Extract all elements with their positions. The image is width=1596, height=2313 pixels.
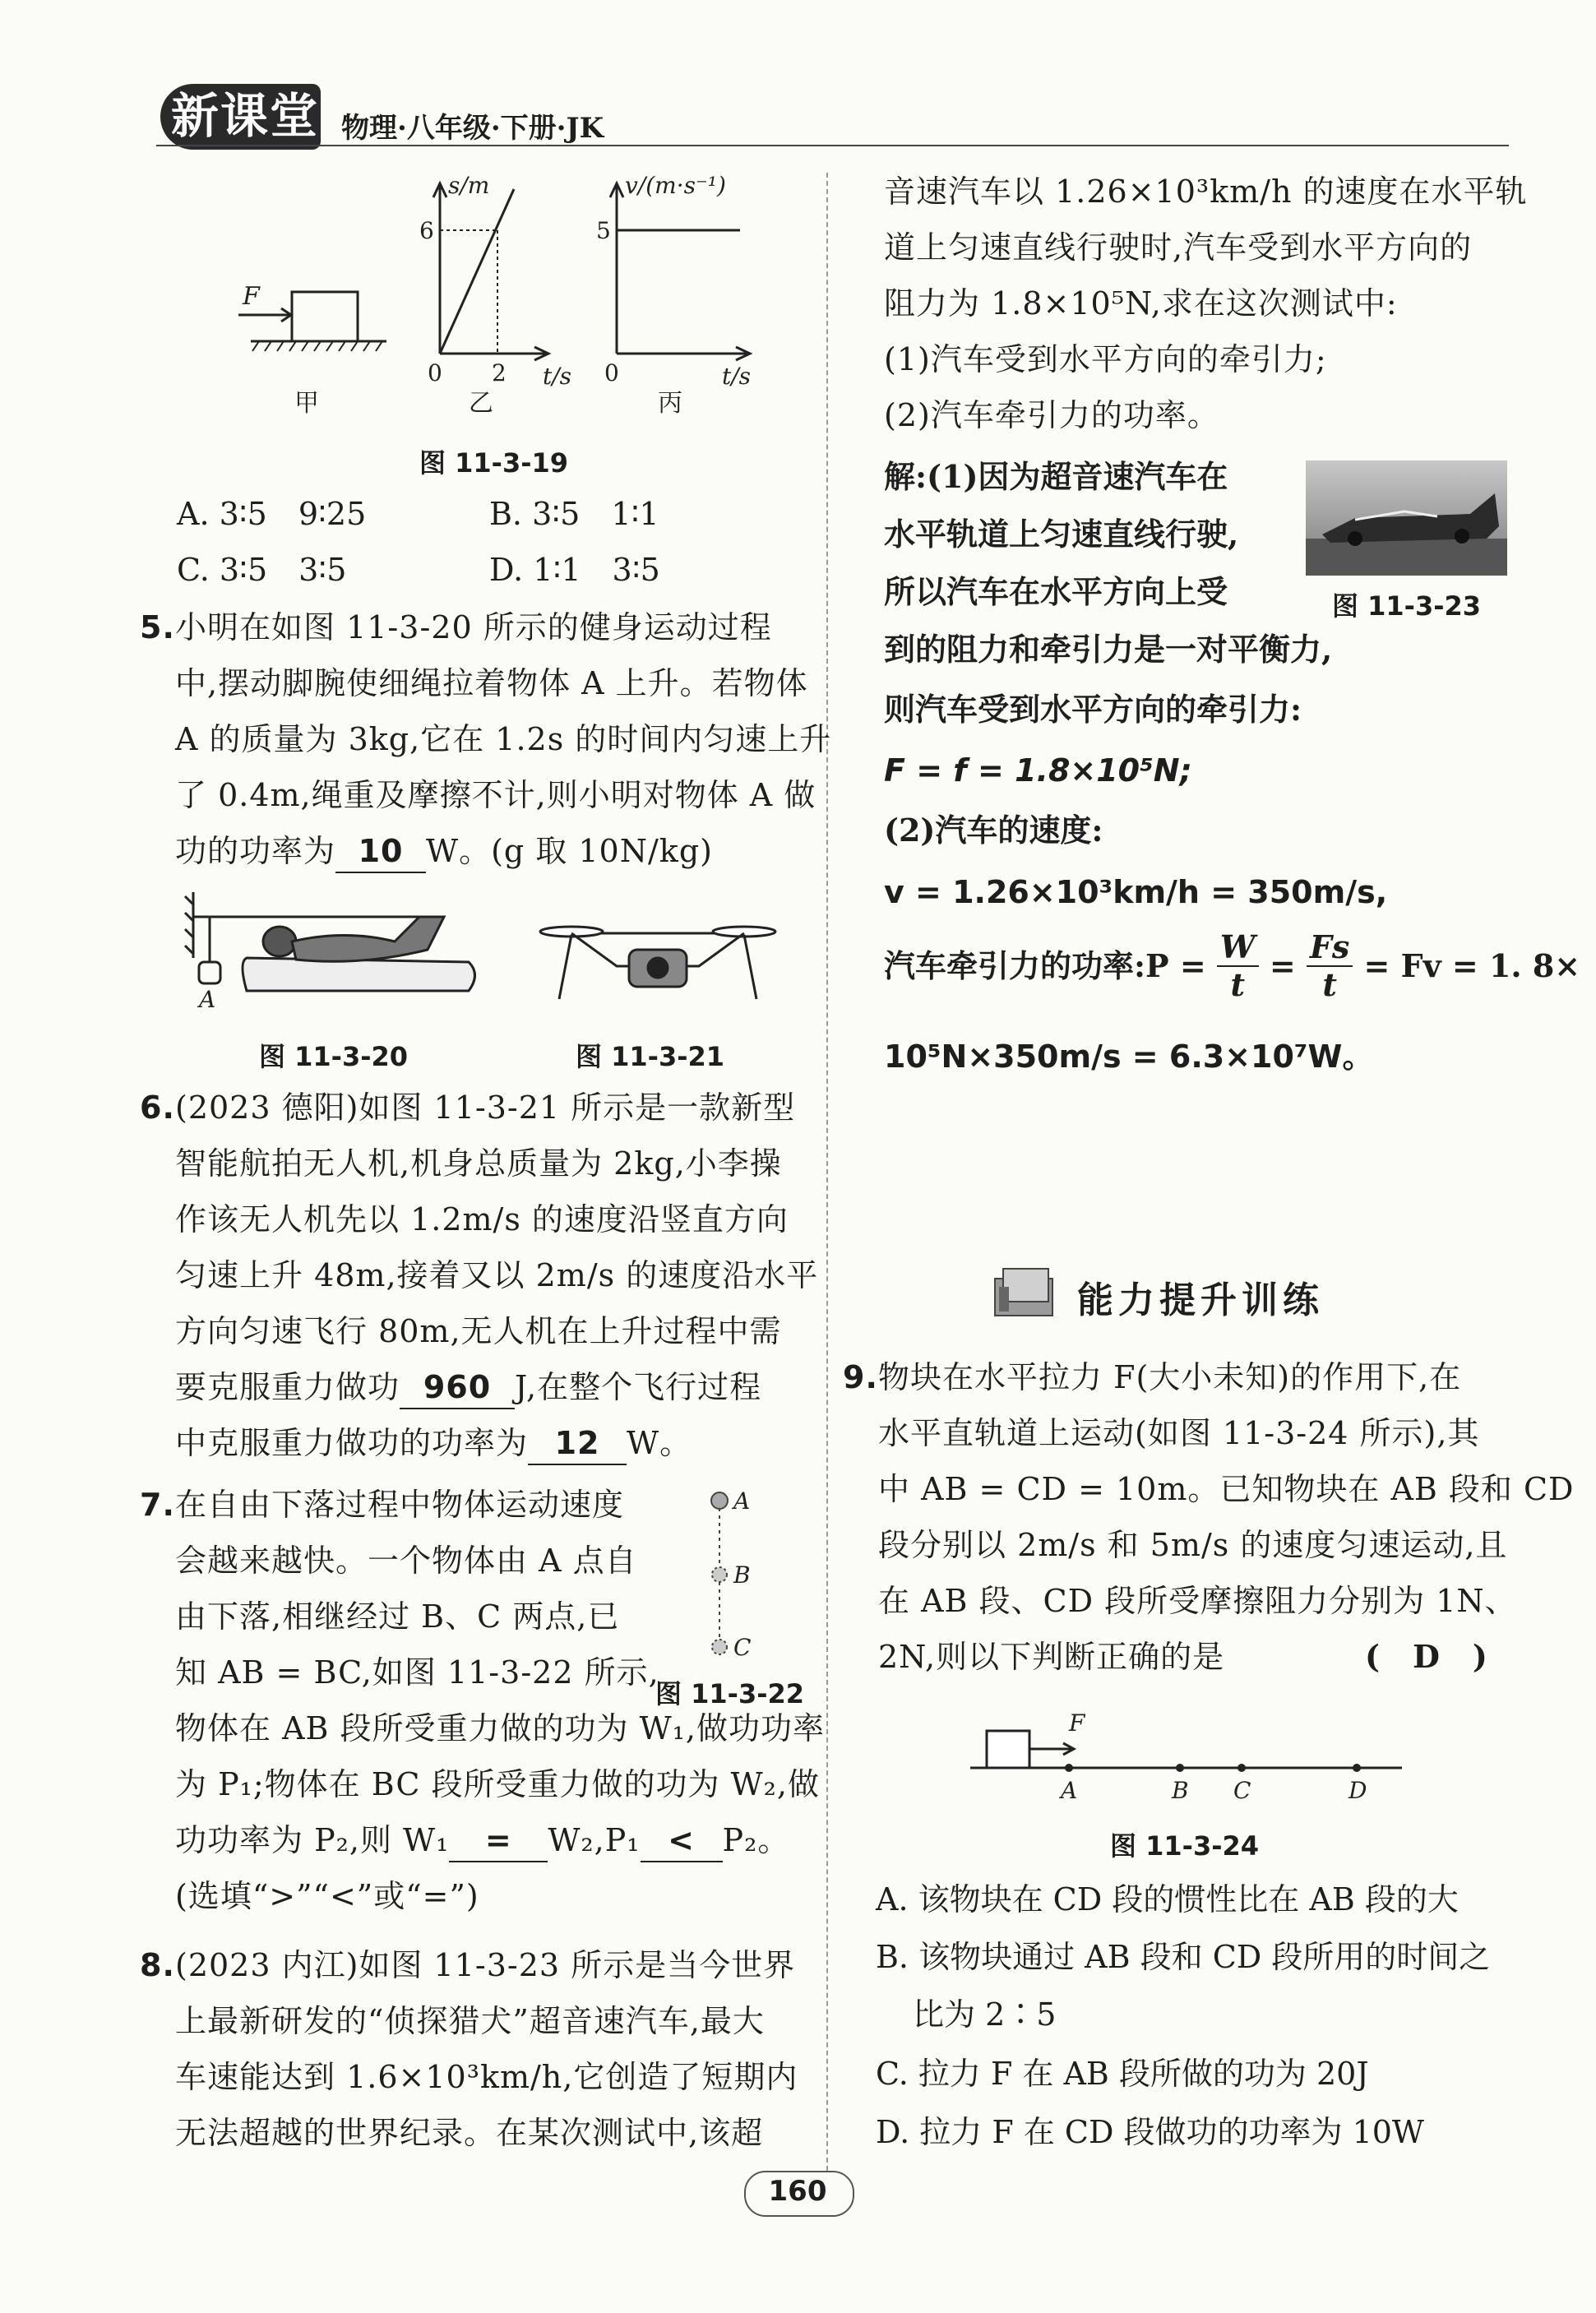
section-title: 能力提升训练 [1077, 1279, 1324, 1321]
q8-solution-2: 水平轨道上匀速直线行驶, [884, 516, 1239, 553]
q5-line-5-pre: 功的功率为 [175, 833, 336, 869]
q6-line-6-post: J,在整个飞行过程 [515, 1369, 762, 1405]
graph-b-x-label: t/s [543, 363, 572, 390]
graph-c-y-tick: 5 [596, 217, 611, 244]
q5-number: 5. [140, 609, 175, 645]
figure-11-3-20-illustration [181, 884, 493, 1015]
q6-line-3: 作该无人机先以 1.2m/s 的速度沿竖直方向 [175, 1201, 789, 1237]
q8-line-2: 上最新研发的“侦探猎犬”超音速汽车,最大 [175, 2003, 765, 2039]
book-icon [991, 1262, 1061, 1320]
q6-line-5: 方向匀速飞行 80m,无人机在上升过程中需 [175, 1313, 782, 1349]
graph-c-origin: 0 [604, 359, 619, 386]
fig24-label-d: D [1349, 1777, 1367, 1804]
q7-answer-2-blank: < [641, 1820, 723, 1862]
q7-number: 7. [140, 1487, 175, 1523]
figure-caption-19: 图 11-3-19 [419, 447, 569, 479]
point-c [712, 1640, 727, 1654]
q5-line-2: 中,摆动脚腕使细绳拉着物体 A 上升。若物体 [175, 665, 808, 701]
force-label: F [243, 282, 260, 311]
q7-line-7-mid: W₂,P₁ [548, 1822, 641, 1858]
q6-answer-1-blank: 960 [400, 1367, 515, 1409]
q4-option-c: C. 3∶5 3∶5 [177, 552, 347, 588]
q7-line-3: 由下落,相继经过 B、C 两点,已 [175, 1598, 620, 1635]
figure-11-3-23-car-photo [1306, 460, 1507, 576]
graph-c-y-label: v/(m·s⁻¹) [625, 172, 726, 199]
graph-b-x-tick: 2 [492, 359, 507, 386]
fig24-force-label: F [1069, 1709, 1085, 1737]
q4-option-d: D. 1∶1 3∶5 [489, 552, 660, 588]
figure-caption-20: 图 11-3-20 [259, 1041, 409, 1072]
point-d [1353, 1764, 1361, 1772]
q5-line-1: 小明在如图 11-3-20 所示的健身运动过程 [175, 609, 772, 645]
graph-v-t [610, 183, 750, 360]
q7-line-7 [175, 1820, 789, 1862]
sub-label-c: 丙 [658, 389, 682, 418]
q8-fraction-2 [1307, 929, 1353, 1003]
fig24-label-b: B [1172, 1777, 1189, 1804]
logo-text: 新课堂 [171, 88, 320, 144]
q7-line-5: 物体在 AB 段所受重力做的功为 W₁,做功功率 [175, 1710, 825, 1746]
q8-solution-7: (2)汽车的速度: [884, 812, 1103, 849]
point-c [1237, 1764, 1246, 1772]
figure-caption-21: 图 11-3-21 [576, 1041, 725, 1072]
q8-number: 8. [140, 1947, 175, 1983]
header-subtitle: 物理·八年级·下册·JK [341, 112, 604, 145]
graph-b-y-label: s/m [448, 172, 490, 199]
weight-a [199, 962, 220, 983]
figure-11-3-22 [699, 1484, 781, 1673]
q7-line-7-post: P₂。 [722, 1822, 790, 1858]
q7-answer-1-blank: = [449, 1820, 548, 1862]
q9-number: 9. [843, 1359, 878, 1395]
sub-label-b: 乙 [469, 389, 493, 418]
fig24-label-a: A [1061, 1777, 1078, 1804]
q7-line-6: 为 P₁;物体在 BC 段所受重力做的功为 W₂,做 [175, 1766, 820, 1802]
q8-frac2-den: t [1322, 966, 1337, 1003]
q8-power-formula [884, 929, 1580, 1011]
q9-option-b: B. 该物块通过 AB 段和 CD 段所用的时间之 [876, 1939, 1491, 1975]
q6-line-6 [175, 1367, 761, 1409]
q9-option-a: A. 该物块在 CD 段的惯性比在 AB 段的大 [876, 1881, 1459, 1917]
q6-line-4: 匀速上升 48m,接着又以 2m/s 的速度沿水平 [175, 1257, 819, 1293]
q8-line-3: 车速能达到 1.6×10³km/h,它创造了短期内 [175, 2059, 798, 2095]
fig22-label-a: A [733, 1487, 751, 1515]
q6-line-1: (2023 德阳)如图 11-3-21 所示是一款新型 [175, 1089, 796, 1126]
graph-c-x-label: t/s [722, 363, 752, 390]
figure-11-3-21-drone [539, 917, 777, 1015]
graph-b-y-tick: 6 [419, 217, 434, 244]
q8-solution-8: v = 1.26×10³km/h = 350m/s, [884, 874, 1388, 910]
q8-right-line-5: (2)汽车牵引力的功率。 [884, 397, 1219, 433]
q7-line-4: 知 AB = BC,如图 11-3-22 所示, [175, 1654, 659, 1691]
q9-option-b-cont: 比为 2∶5 [913, 1996, 1057, 2033]
q4-option-b: B. 3∶5 1∶1 [489, 496, 659, 532]
figure-caption-24: 图 11-3-24 [1110, 1830, 1260, 1862]
q5-answer-blank: 10 [335, 830, 426, 873]
fig22-label-c: C [733, 1634, 752, 1661]
q8-solution-1: 解:(1)因为超音速汽车在 [884, 458, 1228, 495]
q6-answer-2-blank: 12 [528, 1422, 627, 1465]
point-a [1065, 1764, 1073, 1772]
q9-line-5: 在 AB 段、CD 段所受摩擦阻力分别为 1N、 [878, 1583, 1517, 1619]
sub-label-a: 甲 [294, 389, 319, 418]
figure-caption-22: 图 11-3-22 [655, 1678, 805, 1709]
block-on-ground [238, 292, 386, 351]
q5-line-5 [175, 830, 713, 873]
q9-line-4: 段分别以 2m/s 和 5m/s 的速度匀速运动,且 [878, 1527, 1508, 1563]
figure-11-3-24 [970, 1706, 1414, 1805]
q9-option-c: C. 拉力 F 在 AB 段所做的功为 20J [876, 2056, 1369, 2092]
q8-solution-4: 到的阻力和牵引力是一对平衡力, [884, 631, 1333, 668]
q6-line-2: 智能航拍无人机,机身总质量为 2kg,小李操 [175, 1145, 782, 1182]
graph-s-t [433, 183, 548, 360]
q8-right-line-3: 阻力为 1.8×10⁵N,求在这次测试中: [884, 285, 1398, 322]
q6-line-6-pre: 要克服重力做功 [175, 1369, 400, 1405]
point-a [711, 1492, 728, 1509]
q8-power-pre: 汽车牵引力的功率:P = [884, 947, 1206, 984]
point-b [712, 1567, 727, 1582]
q4-option-a: A. 3∶5 9∶25 [177, 496, 367, 532]
q9-line-1: 物块在水平拉力 F(大小未知)的作用下,在 [878, 1359, 1462, 1395]
q6-line-7-pre: 中克服重力做功的功率为 [175, 1425, 529, 1461]
q8-fraction-1 [1217, 929, 1259, 1003]
block [987, 1731, 1029, 1768]
fig24-label-c: C [1233, 1777, 1251, 1804]
q6-number: 6. [140, 1089, 175, 1126]
s-t-line [440, 189, 514, 354]
q9-answer: ( D ) [1365, 1638, 1488, 1675]
q7-line-1: 在自由下落过程中物体运动速度 [175, 1487, 625, 1523]
q8-right-line-1: 音速汽车以 1.26×10³km/h 的速度在水平轨 [884, 173, 1528, 210]
q5-line-5-post: W。(g 取 10N/kg) [426, 833, 713, 869]
q8-power-post: = Fv = 1. 8× [1363, 947, 1581, 984]
q8-solution-6: F = f = 1.8×10⁵N; [884, 752, 1192, 789]
figure-caption-23: 图 11-3-23 [1332, 590, 1482, 622]
column-divider [826, 173, 828, 2171]
q8-right-line-4: (1)汽车受到水平方向的牵引力; [884, 341, 1327, 377]
q7-line-7-pre: 功功率为 P₂,则 W₁ [175, 1822, 450, 1858]
page-number: 160 [768, 2175, 827, 2208]
block [292, 292, 358, 341]
header-rule [156, 145, 1509, 146]
q8-line-4: 无法超越的世界纪录。在某次测试中,该超 [175, 2115, 764, 2151]
fig22-label-b: B [733, 1561, 751, 1589]
q6-line-7-post: W。 [627, 1425, 692, 1461]
q6-line-7 [175, 1422, 692, 1465]
q9-line-2: 水平直轨道上运动(如图 11-3-24 所示),其 [878, 1415, 1480, 1451]
person-body [292, 917, 444, 961]
q8-frac2-num: Fs [1307, 929, 1353, 967]
q7-line-2: 会越来越快。一个物体由 A 点自 [175, 1543, 637, 1579]
mat [243, 958, 475, 991]
q8-frac1-num: W [1217, 929, 1259, 967]
fig20-label-a: A [199, 986, 216, 1013]
q8-right-line-2: 道上匀速直线行驶时,汽车受到水平方向的 [884, 229, 1473, 266]
q8-line-1: (2023 内江)如图 11-3-23 所示是当今世界 [175, 1947, 796, 1983]
q7-line-8: (选填“>”“<”或“=”) [175, 1878, 479, 1914]
q5-line-4: 了 0.4m,绳重及摩擦不计,则小明对物体 A 做 [175, 777, 817, 813]
q9-line-6: 2N,则以下判断正确的是 [878, 1639, 1225, 1675]
q9-line-3: 中 AB = CD = 10m。已知物块在 AB 段和 CD [878, 1471, 1575, 1507]
graph-b-origin: 0 [428, 359, 442, 386]
q8-frac-eq: = [1269, 947, 1296, 984]
q9-option-d: D. 拉力 F 在 CD 段做功的功率为 10W [876, 2114, 1424, 2150]
q8-power-line-2: 10⁵N×350m/s = 6.3×10⁷W。 [884, 1039, 1374, 1075]
q8-solution-5: 则汽车受到水平方向的牵引力: [884, 691, 1302, 728]
q5-line-3: A 的质量为 3kg,它在 1.2s 的时间内匀速上升 [175, 721, 832, 757]
q8-solution-3: 所以汽车在水平方向上受 [884, 573, 1228, 610]
point-b [1176, 1764, 1184, 1772]
q8-frac1-den: t [1230, 966, 1246, 1003]
figure-11-3-19 [222, 169, 781, 432]
